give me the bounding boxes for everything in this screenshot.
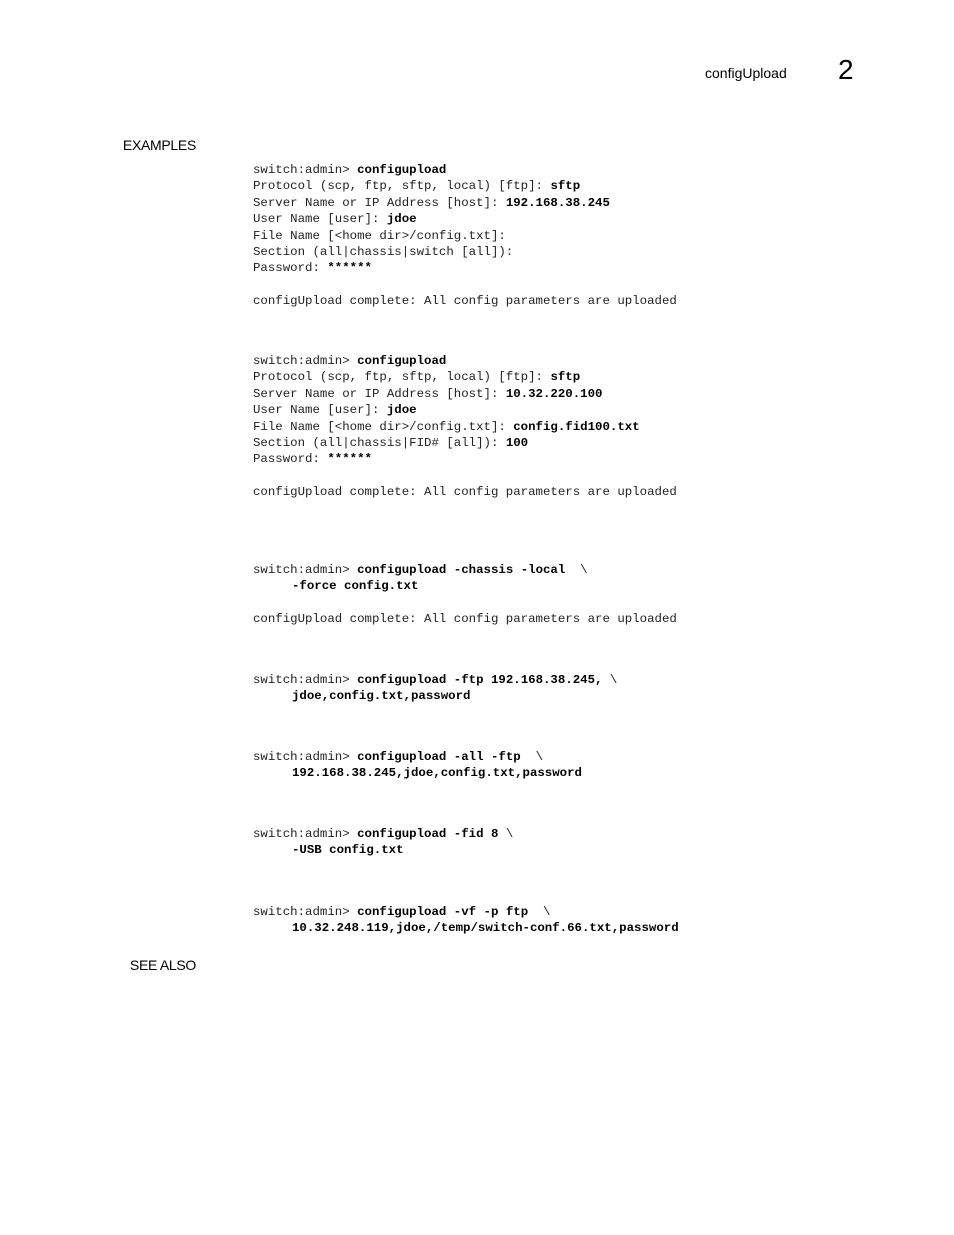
output-text: switch:admin> [253, 673, 358, 687]
command-text: config.fid100.txt [513, 419, 640, 434]
code-line [253, 277, 677, 293]
output-text: User Name [user]: [253, 212, 387, 227]
command-text: jdoe [386, 403, 417, 418]
command-text: -USB config.txt [292, 843, 404, 858]
code-example-6 [253, 826, 513, 859]
output-text: File Name [<home dir>/config.txt]: [253, 419, 514, 434]
code-example-4 [253, 672, 617, 705]
code-line [253, 211, 677, 227]
output-text: switch:admin> [253, 163, 358, 177]
output-text: \ [528, 905, 551, 919]
code-example-3 [253, 562, 677, 628]
code-line [253, 451, 677, 467]
command-text: configupload -ftp 192.168.38.245, [357, 673, 603, 687]
code-example-2 [253, 353, 677, 501]
code-line [253, 484, 677, 500]
code-line [253, 562, 677, 578]
command-text: 10.32.220.100 [505, 386, 603, 401]
code-example-1 [253, 162, 677, 310]
code-line [253, 688, 617, 704]
running-title: configUpload [705, 65, 787, 81]
code-line [253, 578, 677, 594]
output-text: File Name [<home dir>/config.txt]: [253, 228, 506, 243]
command-text: configupload -fid 8 [357, 827, 499, 841]
output-text: \ [520, 750, 544, 764]
output-text: configUpload complete: All config parameters are uploaded [253, 485, 677, 500]
output-text: switch:admin> [253, 354, 358, 368]
code-line [253, 920, 679, 936]
output-text: Server Name or IP Address [host]: [253, 195, 506, 210]
output-text: User Name [user]: [253, 403, 387, 418]
code-line [253, 611, 677, 627]
output-text: \ [602, 673, 618, 687]
output-text: switch:admin> [253, 905, 358, 919]
output-text: configUpload complete: All config parameters are uploaded [253, 294, 677, 309]
output-text: Password: [253, 452, 328, 467]
code-line [253, 904, 679, 920]
code-line [253, 178, 677, 194]
code-line [253, 765, 582, 781]
code-line [253, 369, 677, 385]
code-example-5 [253, 749, 582, 782]
command-text: sftp [550, 370, 581, 385]
chapter-number: 2 [838, 54, 854, 85]
command-text: ****** [327, 261, 372, 276]
output-text: switch:admin> [253, 750, 358, 764]
code-line [253, 228, 677, 244]
code-example-7 [253, 904, 679, 937]
output-text: Protocol (scp, ftp, sftp, local) [ftp]: [253, 179, 551, 194]
output-text: Server Name or IP Address [host]: [253, 386, 506, 401]
command-text: configupload -all -ftp [357, 750, 521, 764]
code-line [253, 749, 582, 765]
output-text: Section (all|chassis|switch [all]): [253, 245, 514, 260]
command-text: sftp [550, 179, 581, 194]
command-text: configupload -chassis -local [357, 563, 566, 577]
examples-heading: EXAMPLES [122, 137, 196, 153]
code-line [253, 435, 677, 451]
code-line [253, 195, 677, 211]
code-line [253, 419, 677, 435]
code-line [253, 162, 677, 178]
code-line [253, 672, 617, 688]
code-line [253, 402, 677, 418]
output-text: Protocol (scp, ftp, sftp, local) [ftp]: [253, 370, 551, 385]
code-line [253, 595, 677, 611]
command-text: configupload [357, 354, 447, 368]
code-line [253, 842, 513, 858]
command-text: configupload [357, 163, 447, 177]
output-text: switch:admin> [253, 563, 358, 577]
output-text: \ [498, 827, 514, 841]
command-text: 192.168.38.245 [505, 195, 610, 210]
code-line [253, 293, 677, 309]
see-also-heading: SEE ALSO [129, 957, 196, 973]
code-line [253, 826, 513, 842]
command-text: configupload -vf -p ftp [357, 905, 529, 919]
output-text: Password: [253, 261, 328, 276]
code-line [253, 244, 677, 260]
output-text: configUpload complete: All config parameters are uploaded [253, 612, 677, 627]
command-text: jdoe [386, 212, 417, 227]
output-text: \ [565, 563, 588, 577]
command-text: ****** [327, 452, 372, 467]
output-text: Section (all|chassis|FID# [all]): [253, 436, 506, 451]
command-text: -force config.txt [292, 579, 419, 594]
code-line [253, 468, 677, 484]
code-line [253, 353, 677, 369]
command-text: 192.168.38.245,jdoe,config.txt,password [292, 766, 582, 781]
output-text: switch:admin> [253, 827, 358, 841]
command-text: jdoe,config.txt,password [292, 689, 471, 704]
command-text: 10.32.248.119,jdoe,/temp/switch-conf.66.txt,password [292, 921, 679, 936]
code-line [253, 260, 677, 276]
command-text: 100 [505, 436, 529, 451]
code-line [253, 386, 677, 402]
